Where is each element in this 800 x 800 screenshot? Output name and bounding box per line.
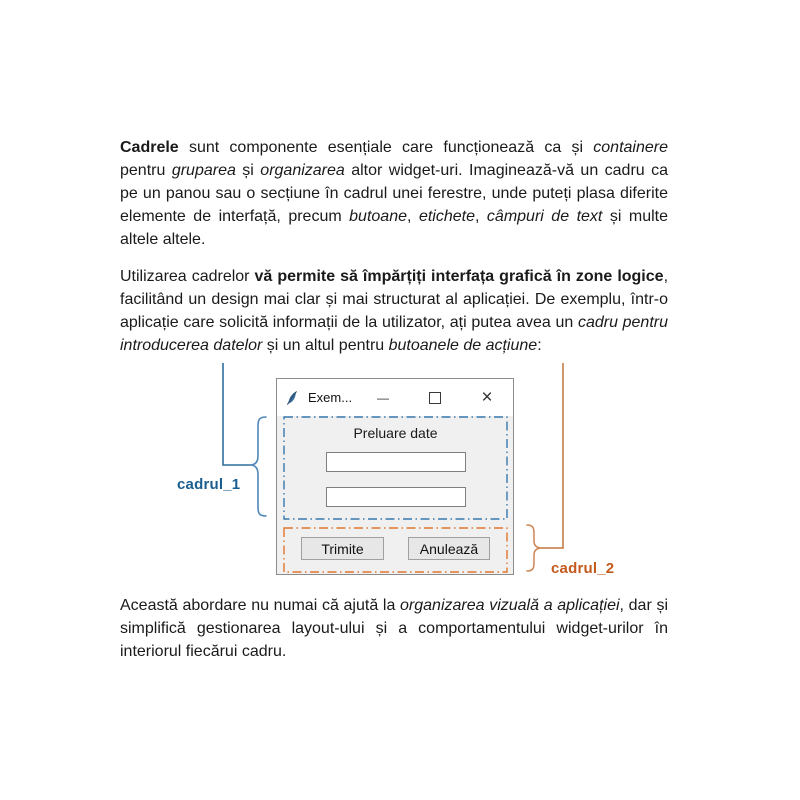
window-titlebar <box>277 379 513 416</box>
cadrul-1-label: cadrul_1 <box>177 476 241 493</box>
close-button[interactable]: × <box>481 386 493 408</box>
tkinter-window <box>276 378 514 575</box>
maximize-icon <box>429 392 441 404</box>
python-feather-icon <box>284 390 300 406</box>
frame-cadrul-2 <box>283 527 508 573</box>
trimite-button[interactable]: Trimite <box>301 537 384 560</box>
paragraph-concluzie: Această abordare nu numai că ajută la organizarea vizuală a aplicației, dar și simplifică gestionarea layout-ului și a comportamentului widget-urilor în interiorul fiecărui cadru. <box>120 597 669 660</box>
paragraph-utilizarea-cadrelor: Utilizarea cadrelor vă permite să împărțiți interfața grafică în zone logice, facilitând un design mai clar și mai structurat al aplicației. De exemplu, într-o aplicație care solicită informații de la utilizator, ați putea avea un cadru pentru introducerea datelor și un altul pentru butoanele de acțiune: <box>120 268 669 354</box>
entry-field-1[interactable] <box>326 452 466 472</box>
anuleaza-button[interactable]: Anulează <box>408 537 490 560</box>
paragraph-intro-cadrele: Cadrele sunt componente esențiale care funcționează ca și containere pentru gruparea și organizarea altor widget-uri. Imaginează-vă un cadru ca pe un panou sau o secțiune în cadrul unei ferestre, unde puteți plasa diferite elemente de interfață, precum butoane, etichete, câmpuri de text și multe altele altele. <box>120 139 669 248</box>
window-controls <box>357 379 513 416</box>
entry-field-2[interactable] <box>326 487 466 507</box>
cadrul-2-brace <box>527 525 542 571</box>
cadrul-1-connector-line <box>223 363 250 465</box>
minimize-button[interactable]: — <box>377 390 389 405</box>
maximize-button[interactable] <box>409 379 461 416</box>
window-title: Exem... <box>308 390 353 405</box>
frame-cadrul-1 <box>283 416 508 520</box>
cadrul-2-connector-line <box>542 363 563 548</box>
cadrul-1-brace <box>250 417 266 516</box>
feather-quill <box>287 391 296 404</box>
preluare-date-label: Preluare date <box>353 425 438 441</box>
cadrul-2-label: cadrul_2 <box>551 560 615 577</box>
window-body <box>277 416 513 574</box>
